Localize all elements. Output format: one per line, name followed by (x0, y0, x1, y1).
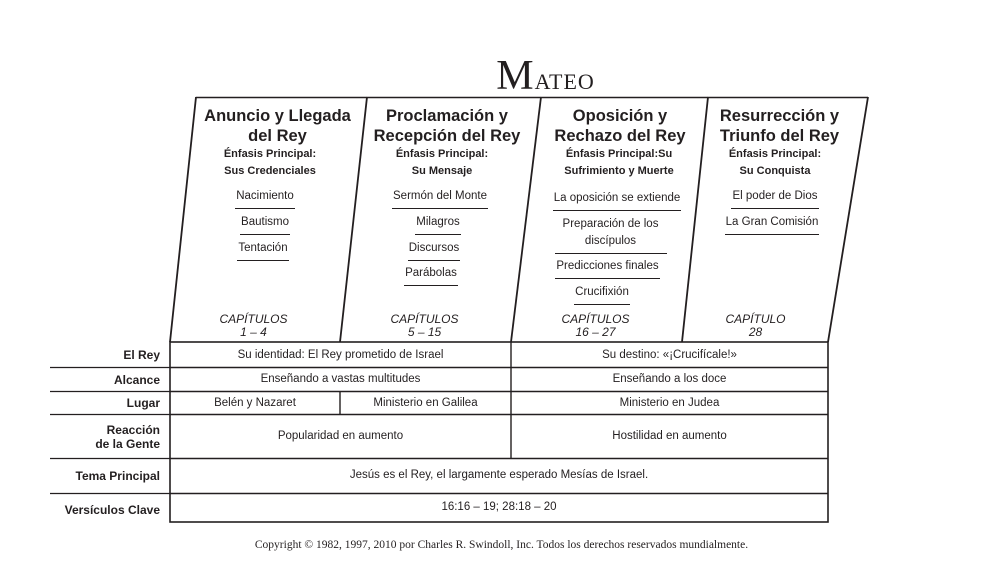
col1-item (190, 240, 336, 261)
col2-emphasis (362, 146, 522, 180)
col4-emphasis-line1: Énfasis Principal: (728, 148, 822, 160)
cell-el-rey-right: Su destino: «¡Crucifícale!» (602, 349, 737, 361)
col3-item (528, 216, 693, 254)
col2-item (360, 188, 520, 209)
row-label-reaccion-line1: Reacción (106, 423, 160, 437)
col3-item-text: La oposición se extiende (553, 190, 682, 211)
cell-alcance-left: Enseñando a vastas multitudes (260, 373, 421, 385)
col3-item-text: Predicciones finales (555, 258, 659, 279)
col1-heading-line1: Anuncio y Llegada (204, 107, 351, 125)
row-label-versiculos: Versículos Clave (64, 503, 160, 517)
col4-heading-line2: Triunfo del Rey (719, 127, 840, 145)
row-label-alcance: Alcance (113, 373, 160, 387)
row-label-lugar: Lugar (126, 396, 160, 410)
col1-chapters-label: CAPÍTULOS (219, 312, 288, 326)
col4-heading-line1: Resurrección y (719, 107, 840, 125)
row-label-el-rey: El Rey (123, 348, 160, 362)
cell-lugar-right: Ministerio en Judea (619, 397, 720, 409)
col3-item-text: Preparación de los discípulos (555, 216, 667, 254)
col4-item (692, 214, 852, 235)
row-label-reaccion-line2: de la Gente (95, 437, 160, 451)
col1-item-text: Tentación (237, 240, 288, 261)
col4-item (695, 188, 855, 209)
col4-emphasis (695, 146, 855, 180)
col3-emphasis (534, 146, 704, 180)
col3-chapters (538, 313, 653, 339)
col1-emphasis-line1: Énfasis Principal: (223, 148, 317, 160)
row-label-tema: Tema Principal (75, 469, 160, 483)
col1-heading-line2: del Rey (248, 127, 307, 145)
col2-item-text: Parábolas (404, 265, 458, 286)
col1-item (190, 188, 340, 209)
col2-item-text: Discursos (408, 240, 460, 261)
cell-lugar-col2: Ministerio en Galilea (373, 397, 478, 409)
cell-reaccion-left: Popularidad en aumento (277, 430, 404, 442)
col3-item (522, 284, 682, 305)
col4-chapters-range: 28 (748, 325, 763, 339)
col1-chapters-range: 1 – 4 (240, 325, 267, 339)
col2-item-text: Sermón del Monte (392, 188, 488, 209)
row-label-reaccion (40, 423, 160, 451)
col4-chapters-label: CAPÍTULO (725, 312, 786, 326)
col2-chapters (367, 313, 482, 339)
cell-reaccion-right: Hostilidad en aumento (612, 430, 727, 442)
col2-heading-line1: Proclamación y (386, 107, 508, 125)
col3-emphasis-line1: Énfasis Principal:Su (565, 148, 673, 160)
cell-lugar-col1: Belén y Nazaret (214, 397, 296, 409)
col2-item (360, 214, 516, 235)
copyright-notice: Copyright © 1982, 1997, 2010 por Charles R. Swindoll, Inc. Todos los derechos reservados mundialmente. (254, 539, 749, 551)
col2-emphasis-line1: Énfasis Principal: (395, 148, 489, 160)
cell-versiculos: 16:16 – 19; 28:18 – 20 (441, 501, 557, 513)
col1-heading (190, 106, 365, 146)
col2-heading-line2: Recepción del Rey (373, 127, 521, 145)
col1-chapters (196, 313, 311, 339)
col2-item (353, 265, 509, 286)
col3-item (525, 258, 690, 279)
col3-heading (530, 106, 710, 146)
chart-title-initial: M (496, 53, 535, 99)
col3-heading-line2: Rechazo del Rey (554, 127, 686, 145)
col2-item (356, 240, 512, 261)
col4-item-text: La Gran Comisión (725, 214, 820, 235)
col2-emphasis-line2: Su Mensaje (411, 165, 473, 177)
col1-emphasis (190, 146, 350, 180)
col4-heading (692, 106, 867, 146)
col1-item (190, 214, 340, 235)
col3-heading-line1: Oposición y (572, 107, 668, 125)
col4-chapters (698, 313, 813, 339)
col3-item-text: Crucifixión (574, 284, 630, 305)
col3-chapters-range: 16 – 27 (575, 325, 616, 339)
col2-heading (357, 106, 537, 146)
col3-chapters-label: CAPÍTULOS (561, 312, 630, 326)
cell-el-rey-left: Su identidad: El Rey prometido de Israel (237, 349, 444, 361)
col3-item (532, 190, 702, 211)
cell-alcance-right: Enseñando a los doce (612, 373, 727, 385)
col2-chapters-range: 5 – 15 (407, 325, 442, 339)
col2-item-text: Milagros (415, 214, 460, 235)
col3-emphasis-line2: Sufrimiento y Muerte (564, 165, 674, 177)
col1-item-text: Nacimiento (235, 188, 295, 209)
col4-item-text: El poder de Dios (731, 188, 818, 209)
chart-title-rest: ateo (534, 61, 595, 96)
col1-item-text: Bautismo (240, 214, 290, 235)
col1-emphasis-line2: Sus Credenciales (224, 165, 316, 177)
cell-tema: Jesús es el Rey, el largamente esperado Mesías de Israel. (349, 469, 649, 481)
col2-chapters-label: CAPÍTULOS (390, 312, 459, 326)
col4-emphasis-line2: Su Conquista (739, 165, 811, 177)
